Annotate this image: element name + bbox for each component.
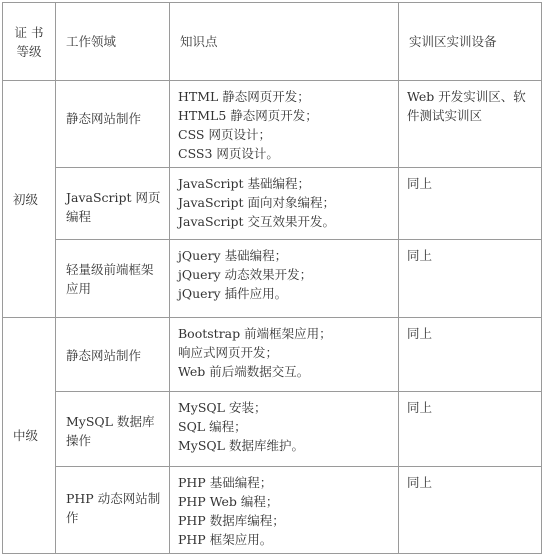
knowledge-point: HTML 静态网页开发； <box>178 89 310 104</box>
knowledge-cell <box>170 168 399 240</box>
knowledge-point: SQL 编程； <box>178 419 247 434</box>
table-row <box>3 392 542 467</box>
equipment-cell: 同上 <box>399 168 542 240</box>
knowledge-point: Bootstrap 前端框架应用； <box>178 326 332 341</box>
area-cell: MySQL 数据库操作 <box>56 392 170 467</box>
knowledge-point: MySQL 安装； <box>178 400 267 415</box>
table-row <box>3 240 542 318</box>
certification-table <box>2 2 542 554</box>
knowledge-point: PHP 基础编程； <box>178 475 273 490</box>
knowledge-cell <box>170 392 399 467</box>
equipment-cell: 同上 <box>399 392 542 467</box>
area-cell: 静态网站制作 <box>56 318 170 392</box>
table-row <box>3 81 542 168</box>
level-cell: 初级 <box>3 81 56 318</box>
knowledge-cell <box>170 318 399 392</box>
knowledge-point: MySQL 数据库维护。 <box>178 438 304 453</box>
knowledge-point: PHP 数据库编程； <box>178 513 285 528</box>
equipment-cell: Web 开发实训区、软件测试实训区 <box>399 81 542 168</box>
knowledge-point: JavaScript 面向对象编程； <box>178 195 336 210</box>
knowledge-cell <box>170 81 399 168</box>
knowledge-point: Web 前后端数据交互。 <box>178 364 310 379</box>
table-row <box>3 467 542 554</box>
knowledge-point: CSS 网页设计； <box>178 127 271 142</box>
area-cell: 轻量级前端框架应用 <box>56 240 170 318</box>
header-level-line2: 等级 <box>16 43 42 59</box>
knowledge-point: JavaScript 交互效果开发。 <box>178 214 336 229</box>
knowledge-point: CSS3 网页设计。 <box>178 146 279 161</box>
knowledge-point: jQuery 基础编程； <box>178 248 288 263</box>
header-equipment: 实训区实训设备 <box>399 3 542 81</box>
knowledge-point: PHP 框架应用。 <box>178 532 273 547</box>
knowledge-point: 响应式网页开发； <box>178 345 279 360</box>
knowledge-point: JavaScript 基础编程； <box>178 176 311 191</box>
knowledge-point: jQuery 插件应用。 <box>178 286 288 301</box>
level-cell: 中级 <box>3 318 56 554</box>
equipment-cell: 同上 <box>399 318 542 392</box>
header-knowledge: 知识点 <box>170 3 399 81</box>
equipment-cell: 同上 <box>399 467 542 554</box>
header-level-line1: 证 书 <box>14 24 44 40</box>
table-row <box>3 168 542 240</box>
header-level <box>3 3 56 81</box>
header-area: 工作领域 <box>56 3 170 81</box>
knowledge-cell <box>170 467 399 554</box>
knowledge-point: jQuery 动态效果开发； <box>178 267 313 282</box>
knowledge-point: HTML5 静态网页开发； <box>178 108 318 123</box>
area-cell: PHP 动态网站制作 <box>56 467 170 554</box>
equipment-cell: 同上 <box>399 240 542 318</box>
knowledge-cell <box>170 240 399 318</box>
area-cell: JavaScript 网页编程 <box>56 168 170 240</box>
table-row <box>3 318 542 392</box>
table-header-row <box>3 3 542 81</box>
area-cell: 静态网站制作 <box>56 81 170 168</box>
knowledge-point: PHP Web 编程； <box>178 494 279 509</box>
